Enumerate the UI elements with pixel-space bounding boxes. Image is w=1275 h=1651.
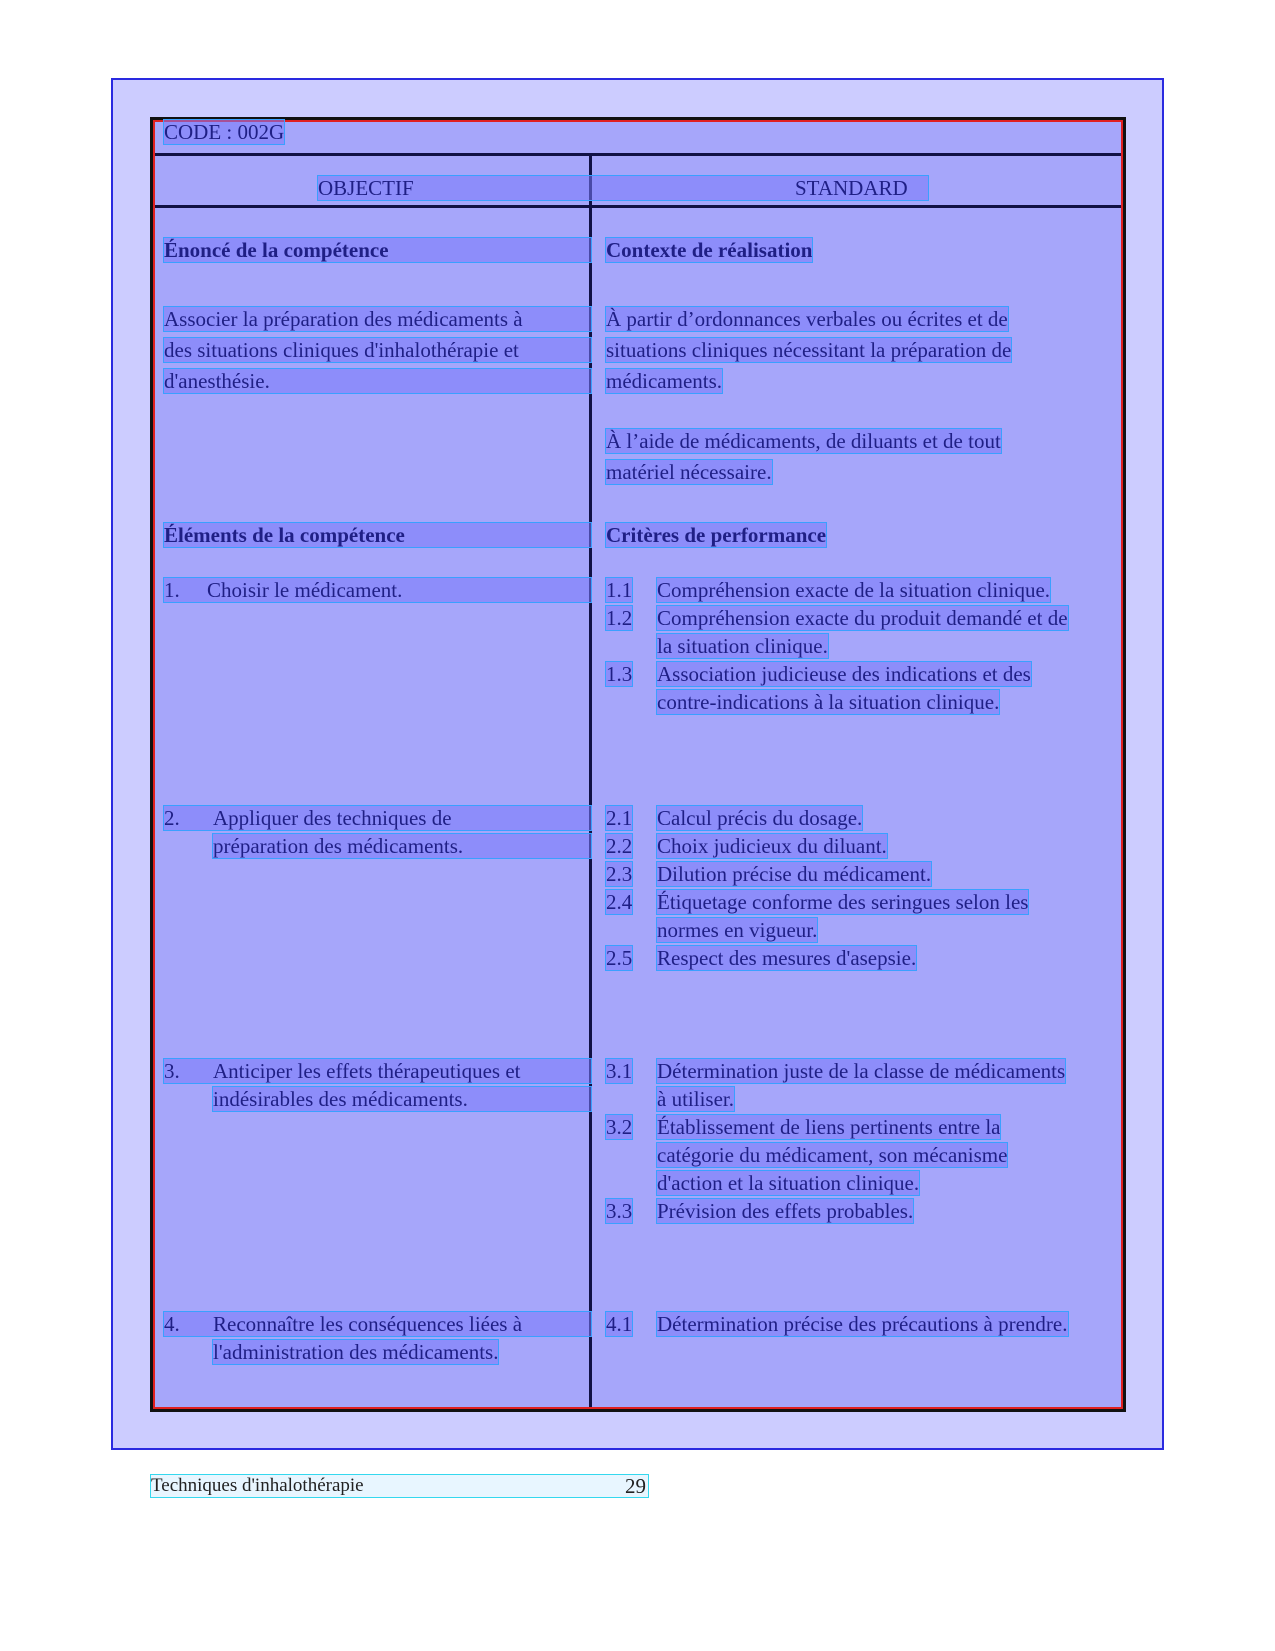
critere-2-1-text: Calcul précis du dosage. <box>657 806 863 830</box>
header-separator <box>155 153 1121 156</box>
contexte-p2-line-1: À l’aide de médicaments, de diluants et de tout <box>606 429 1001 453</box>
contexte-p1-line-2: situations cliniques nécessitant la préparation de <box>606 338 1012 362</box>
element-2-line-2: préparation des médicaments. <box>213 834 591 858</box>
critere-2-4-number: 2.4 <box>606 890 633 914</box>
element-3-line-2: indésirables des médicaments. <box>213 1087 591 1111</box>
critere-3-2-line-1: Établissement de liens pertinents entre la <box>657 1115 1001 1139</box>
elements-title: Éléments de la compétence <box>164 523 591 547</box>
critere-1-2-number: 1.2 <box>606 606 633 630</box>
page-footer <box>151 1475 648 1497</box>
critere-1-2-line-1: Compréhension exacte du produit demandé et de <box>657 606 1068 630</box>
critere-3-2-line-3: d'action et la situation clinique. <box>657 1171 920 1195</box>
header-bottom-separator <box>155 205 1121 208</box>
page-number: 29 <box>625 1474 646 1498</box>
element-3-line-1: Anticiper les effets thérapeutiques et <box>213 1059 521 1083</box>
contexte-p1-line-1: À partir d’ordonnances verbales ou écrites et de <box>606 307 1008 331</box>
critere-2-5-number: 2.5 <box>606 946 633 970</box>
element-4-line-1: Reconnaître les conséquences liées à <box>213 1312 523 1336</box>
header-standard: STANDARD <box>795 176 908 200</box>
element-4-line-2: l'administration des médicaments. <box>213 1340 499 1364</box>
critere-4-1-text: Détermination précise des précautions à prendre. <box>657 1312 1068 1336</box>
critere-3-2-number: 3.2 <box>606 1115 633 1139</box>
critere-3-1-line-2: à utiliser. <box>657 1087 734 1111</box>
contexte-title: Contexte de réalisation <box>606 238 813 262</box>
critere-1-3-line-1: Association judicieuse des indications et des <box>657 662 1031 686</box>
enonce-line-3: d'anesthésie. <box>164 369 591 393</box>
critere-4-1-number: 4.1 <box>606 1312 633 1336</box>
critere-3-2-line-2: catégorie du médicament, son mécanisme <box>657 1143 1008 1167</box>
element-4-number: 4. <box>164 1312 180 1336</box>
enonce-line-2: des situations cliniques d'inhalothérapie et <box>164 338 591 362</box>
critere-1-2-line-2: la situation clinique. <box>657 634 828 658</box>
critere-1-1-text: Compréhension exacte de la situation clinique. <box>657 578 1051 602</box>
critere-2-3-number: 2.3 <box>606 862 633 886</box>
footer-title: Techniques d'inhalothérapie <box>151 1475 364 1496</box>
critere-2-1-number: 2.1 <box>606 806 633 830</box>
code-label: CODE : 002G <box>164 120 285 144</box>
critere-2-5-text: Respect des mesures d'asepsie. <box>657 946 917 970</box>
critere-1-3-number: 1.3 <box>606 662 633 686</box>
critere-2-3-text: Dilution précise du médicament. <box>657 862 932 886</box>
header-objectif: OBJECTIF <box>318 176 414 200</box>
contexte-p2-line-2: matériel nécessaire. <box>606 460 772 484</box>
contexte-p1-line-3: médicaments. <box>606 369 723 393</box>
critere-2-2-number: 2.2 <box>606 834 633 858</box>
critere-2-4-line-2: normes en vigueur. <box>657 918 818 942</box>
enonce-line-1: Associer la préparation des médicaments à <box>164 307 591 331</box>
critere-1-3-line-2: contre-indications à la situation clinique. <box>657 690 1000 714</box>
critere-2-2-text: Choix judicieux du diluant. <box>657 834 887 858</box>
critere-1-1-number: 1.1 <box>606 578 633 602</box>
element-2-number: 2. <box>164 806 180 830</box>
element-1-number: 1. <box>164 578 180 602</box>
criteres-title: Critères de performance <box>606 523 827 547</box>
element-3-number: 3. <box>164 1059 180 1083</box>
critere-3-1-line-1: Détermination juste de la classe de médicaments <box>657 1059 1066 1083</box>
enonce-title: Énoncé de la compétence <box>164 238 591 262</box>
critere-3-3-text: Prévision des effets probables. <box>657 1199 914 1223</box>
element-1-text: Choisir le médicament. <box>207 578 403 602</box>
critere-3-1-number: 3.1 <box>606 1059 633 1083</box>
critere-3-3-number: 3.3 <box>606 1199 633 1223</box>
critere-2-4-line-1: Étiquetage conforme des seringues selon les <box>657 890 1029 914</box>
element-2-line-1: Appliquer des techniques de <box>213 806 452 830</box>
